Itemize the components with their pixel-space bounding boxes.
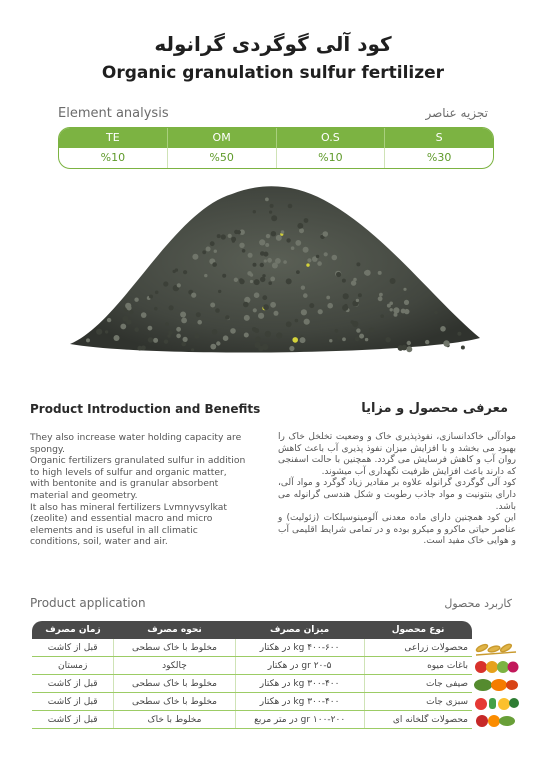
element-value-os: %10 [276,148,385,168]
cell-method: چالکود [114,657,235,675]
table-row [32,693,472,711]
melon-icon [472,676,520,693]
cell-dosage: ۲۰-۵ gr در هکتار [235,657,364,675]
cell-product: سبزی جات [364,693,472,711]
cell-product: باغات میوه [364,657,472,675]
intro-text-english [30,432,248,548]
element-analysis-label: Element analysis [58,106,169,121]
element-value-te: %10 [100,151,126,164]
cell-timing: قبل از کاشت [32,693,114,711]
cell-product: محصولات گلخانه ای [364,711,472,729]
cell-product: محصولات زراعی [364,639,472,657]
element-value-row [59,148,493,168]
header-product-type: نوع محصول [364,621,472,639]
cell-method: مخلوط با خاک سطحی [114,693,235,711]
title-english: Organic granulation sulfur fertilizer [101,63,445,83]
title-persian: کود آلی گوگردی گرانوله [154,32,392,56]
greenhouse-produce-icon [472,712,520,729]
table-row [32,639,472,657]
cell-timing: زمستان [32,657,114,675]
intro-text-persian [278,432,516,548]
element-analysis-label-persian: تجزیه عناصر [425,106,488,120]
header-timing: زمان مصرف [32,621,114,639]
element-header-te: TE [106,131,120,144]
element-header-os: O.S [276,128,385,148]
cell-timing: قبل از کاشت [32,675,114,693]
table-row [32,657,472,675]
element-header-s: S [384,128,493,148]
application-header-row [32,621,472,639]
intro-heading-persian: معرفی محصول و مزایا [361,401,508,416]
wheat-icon [472,640,520,657]
intro-paragraph-persian: این کود همچنین دارای ماده معدنی آلومینوسیلکات (زئولیت) و عناصر حیاتی ماکرو و میکرو بوده و در تمامی شرایط اقلیمی آب و هوایی خاک مفید است. [278,513,516,547]
table-row [32,711,472,729]
cell-timing: قبل از کاشت [32,639,114,657]
cell-method: مخلوط با خاک سطحی [114,675,235,693]
intro-paragraph: They also increase water holding capacity are spongy. [30,432,242,455]
cell-dosage: ۳۰۰-۴۰۰ kg در هکتار [235,675,364,693]
cell-timing: قبل از کاشت [32,711,114,729]
element-analysis-table [58,127,494,169]
cell-dosage: ۱۰۰-۲۰۰ gr در متر مربع [235,711,364,729]
intro-paragraph-persian: کود آلی گوگردی گرانوله علاوه بر مقادیر زیاد گوگرد و مواد آلی، دارای بنتونیت و مواد جاذب رطوبت و شکل هندسی گرانوله می باشد. [278,478,516,512]
intro-paragraph: It also has mineral fertilizers Lvmnyvsylkat (zeolite) and essential macro and micro elements and is useful in all climatic conditions, soil, water and air. [30,501,228,548]
cell-method: مخلوط با خاک [114,711,235,729]
intro-heading: Product Introduction and Benefits [30,402,261,416]
header-dosage: میزان مصرف [235,621,364,639]
fertilizer-granules-image [62,172,486,358]
cell-method: مخلوط با خاک سطحی [114,639,235,657]
element-header-row [59,128,493,148]
element-value-s: %30 [384,148,493,168]
element-header-om: OM [167,128,276,148]
fruit-icon [472,658,520,675]
table-row [32,675,472,693]
header-method: نحوه مصرف [114,621,235,639]
intro-paragraph-persian: موادآلی خاکدانسازی، نفوذپذیری خاک و وضعیت تخلخل خاک را بهبود می بخشد و با افزایش میزان نفوذ پذیری آب باعث کاهش روان آب و کاهش فرسایش می گردد. همچنین با حالت اسفنجی که دارند باعث افزایش ظرفیت نگهداری آب میشوند. [278,432,516,477]
intro-paragraph: Organic fertilizers granulated sulfur in addition to high levels of sulfur and organic matter, with bentonite and is granular absorbent material and geometry. [30,455,246,501]
application-table [32,621,472,729]
cell-dosage: ۴۰۰-۶۰۰ kg در هکتار [235,639,364,657]
application-label-persian: کاربرد محصول [444,597,512,610]
cell-dosage: ۳۰۰-۴۰۰ kg در هکتار [235,693,364,711]
vegetables-icon [472,694,520,711]
element-value-om: %50 [167,148,276,168]
cell-product: صیفی جات [364,675,472,693]
application-label: Product application [30,596,146,610]
